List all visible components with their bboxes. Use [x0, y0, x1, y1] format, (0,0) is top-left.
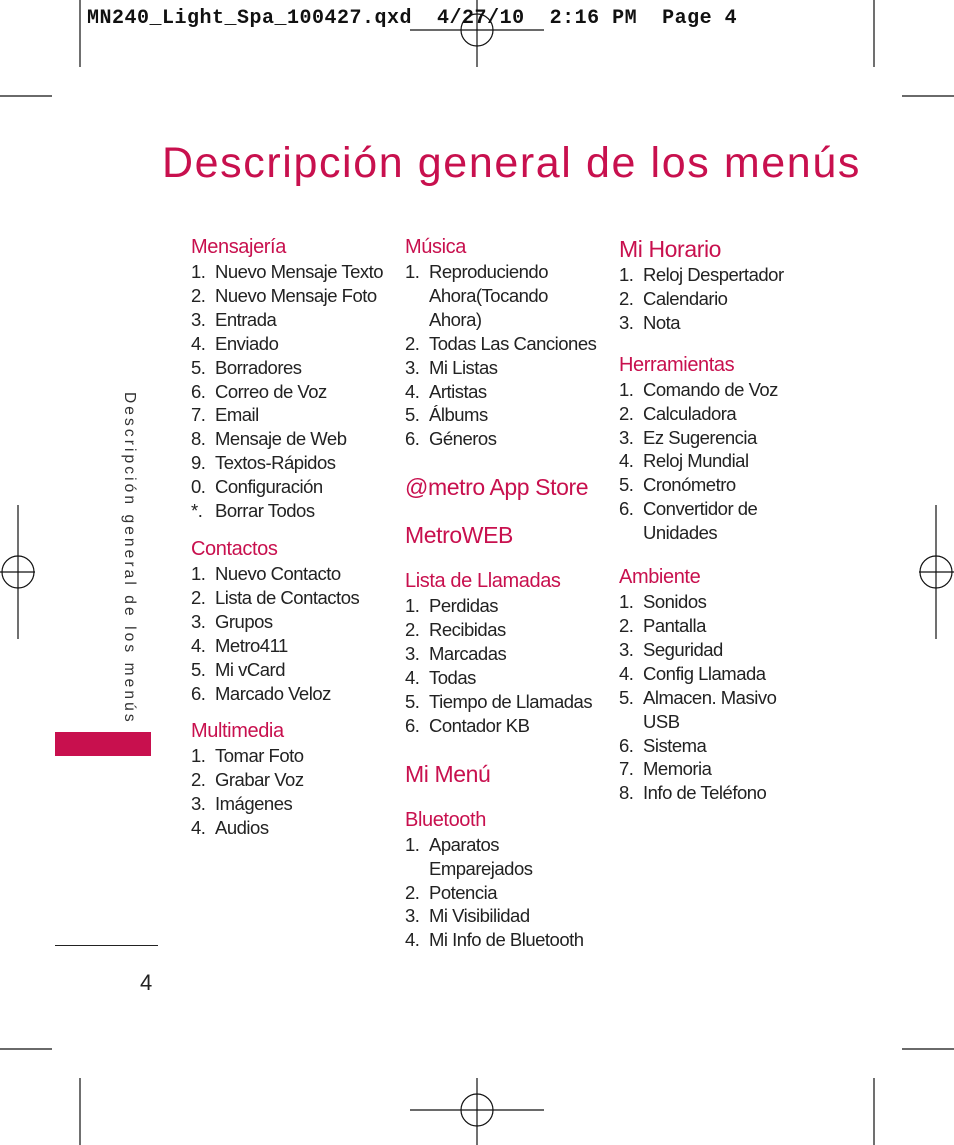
item-label: Artistas — [429, 380, 487, 402]
menu-column-3 — [619, 235, 839, 819]
item-number: 2. — [191, 586, 206, 608]
menu-list — [405, 594, 610, 737]
item-number: 2. — [619, 402, 634, 424]
registration-mark-bottom — [410, 1078, 544, 1145]
item-number: 4. — [619, 450, 634, 472]
item-label: Nuevo Contacto — [215, 562, 341, 584]
section-heading: Música — [405, 236, 466, 258]
list-item — [405, 403, 610, 427]
menu-section — [191, 537, 396, 705]
item-number: 6. — [191, 682, 206, 704]
item-number: 3. — [619, 426, 634, 448]
item-label: Email — [215, 404, 259, 426]
item-label: Potencia — [429, 881, 497, 903]
menu-section — [405, 473, 610, 501]
item-number: 7. — [191, 404, 206, 426]
menu-list — [405, 260, 610, 451]
item-number: 4. — [191, 634, 206, 656]
list-item — [191, 768, 396, 792]
list-item — [191, 586, 396, 610]
list-item — [619, 662, 839, 686]
menu-column-2 — [405, 235, 610, 966]
item-number: 3. — [619, 638, 634, 660]
item-label: Grabar Voz — [215, 769, 304, 791]
menu-list — [191, 744, 396, 840]
item-label: Contador KB — [429, 714, 530, 736]
item-label: Lista de Contactos — [215, 586, 360, 608]
list-item — [619, 757, 839, 781]
item-label: Calculadora — [643, 402, 737, 424]
list-item — [191, 682, 396, 706]
list-item — [405, 904, 610, 928]
list-item — [619, 590, 839, 614]
item-label: Info de Teléfono — [643, 782, 767, 804]
item-number: 3. — [191, 308, 206, 330]
list-item — [405, 833, 610, 881]
item-number: 4. — [405, 929, 420, 951]
item-number: 4. — [191, 332, 206, 354]
section-heading: Contactos — [191, 537, 278, 560]
list-item — [191, 475, 396, 499]
item-label: Memoria — [643, 758, 712, 780]
menu-list — [191, 260, 396, 523]
menu-section — [405, 569, 610, 737]
item-label: Reloj Mundial — [643, 450, 749, 472]
item-number: 3. — [619, 311, 634, 333]
list-item — [191, 562, 396, 586]
item-number: 3. — [405, 356, 420, 378]
menu-section — [619, 235, 839, 335]
item-label: Nota — [643, 311, 681, 333]
list-item — [191, 380, 396, 404]
item-number: 2. — [191, 769, 206, 791]
list-item — [191, 816, 396, 840]
item-label: Textos-Rápidos — [215, 452, 336, 474]
item-number: 1. — [619, 591, 634, 613]
page-number: 4 — [140, 970, 153, 995]
list-item — [191, 499, 396, 523]
item-number: 8. — [191, 428, 206, 450]
item-label: Config Llamada — [643, 662, 766, 684]
item-number: 2. — [619, 287, 634, 309]
list-item — [619, 734, 839, 758]
item-number: 5. — [405, 404, 420, 426]
menu-list — [619, 378, 839, 545]
page-title: Descripción general de los menús — [162, 139, 861, 187]
item-number: 1. — [619, 264, 634, 285]
item-number: 1. — [405, 833, 420, 855]
list-item — [405, 881, 610, 905]
item-number: 3. — [191, 793, 206, 815]
side-tab-bar — [55, 732, 151, 756]
list-item — [619, 781, 839, 805]
item-number: 1. — [191, 261, 206, 282]
list-item — [191, 260, 396, 284]
item-label: Audios — [215, 817, 269, 839]
side-tab-label: Descripción general de los menús — [121, 392, 138, 725]
item-label: Nuevo Mensaje Texto — [215, 261, 384, 282]
registration-mark-left — [0, 505, 35, 639]
item-label: Reproduciendo Ahora(Tocando Ahora) — [429, 261, 548, 330]
item-label: Correo de Voz — [215, 380, 327, 402]
item-number: 4. — [405, 666, 420, 688]
item-label: Ez Sugerencia — [643, 426, 757, 448]
item-number: 4. — [619, 662, 634, 684]
menu-section — [619, 353, 839, 545]
item-number: 6. — [405, 428, 420, 450]
list-item — [191, 634, 396, 658]
list-item — [191, 744, 396, 768]
section-heading: Mensajería — [191, 236, 286, 258]
item-label: Perdidas — [429, 595, 499, 617]
menu-section — [619, 565, 839, 805]
list-item — [405, 594, 610, 618]
item-label: Mi Listas — [429, 356, 498, 378]
list-item — [405, 690, 610, 714]
item-label: Borrar Todos — [215, 500, 315, 522]
item-number: 7. — [619, 758, 634, 780]
list-item — [619, 263, 839, 287]
item-label: Imágenes — [215, 793, 293, 815]
list-item — [619, 497, 839, 545]
item-number: 3. — [405, 643, 420, 665]
list-item — [191, 284, 396, 308]
item-label: Enviado — [215, 332, 279, 354]
item-number: 5. — [405, 690, 420, 712]
item-label: Borradores — [215, 356, 302, 378]
item-number: 5. — [191, 658, 206, 680]
list-item — [405, 642, 610, 666]
item-number: 1. — [405, 595, 420, 617]
item-number: 1. — [405, 261, 420, 282]
item-number: 6. — [619, 734, 634, 756]
item-number: 6. — [191, 380, 206, 402]
item-number: 2. — [405, 619, 420, 641]
list-item — [191, 332, 396, 356]
list-item — [405, 714, 610, 738]
menu-section — [405, 235, 610, 451]
item-label: Comando de Voz — [643, 378, 778, 400]
list-item — [619, 686, 839, 734]
item-number: 3. — [191, 610, 206, 632]
list-item — [619, 378, 839, 402]
item-number: 1. — [191, 745, 206, 767]
item-label: Tomar Foto — [215, 745, 304, 767]
item-label: Convertidor de Unidades — [643, 498, 758, 544]
list-item — [619, 614, 839, 638]
section-heading: Bluetooth — [405, 808, 486, 831]
list-item — [405, 928, 610, 952]
list-item — [405, 356, 610, 380]
menu-list — [191, 562, 396, 705]
item-number: 2. — [405, 332, 420, 354]
item-number: 4. — [191, 817, 206, 839]
list-item — [191, 356, 396, 380]
item-number: 8. — [619, 782, 634, 804]
item-label: Recibidas — [429, 619, 506, 641]
item-label: Reloj Despertador — [643, 264, 784, 285]
item-label: Cronómetro — [643, 474, 736, 496]
item-label: Mi Info de Bluetooth — [429, 929, 584, 951]
item-number: 1. — [619, 378, 634, 400]
list-item — [619, 426, 839, 450]
item-number: *. — [191, 500, 203, 522]
menu-list — [619, 590, 839, 805]
list-item — [405, 427, 610, 451]
item-label: Grupos — [215, 610, 273, 632]
list-item — [619, 449, 839, 473]
item-label: Todas Las Canciones — [429, 332, 597, 354]
list-item — [191, 427, 396, 451]
list-item — [619, 402, 839, 426]
section-heading: Mi Horario — [619, 236, 722, 262]
item-label: Configuración — [215, 476, 323, 498]
item-number: 6. — [405, 714, 420, 736]
list-item — [191, 403, 396, 427]
list-item — [191, 451, 396, 475]
section-heading: Mi Menú — [405, 760, 491, 787]
section-heading: Ambiente — [619, 566, 701, 589]
item-number: 5. — [191, 356, 206, 378]
list-item — [619, 287, 839, 311]
menu-section — [191, 719, 396, 840]
item-label: Mi Visibilidad — [429, 905, 530, 927]
menu-section — [405, 808, 610, 953]
item-number: 2. — [191, 284, 206, 306]
item-number: 5. — [619, 474, 634, 496]
menu-section — [405, 760, 610, 788]
section-heading: @metro App Store — [405, 474, 589, 501]
item-number: 6. — [619, 498, 634, 520]
menu-section — [405, 521, 610, 549]
item-label: Metro411 — [215, 634, 288, 656]
item-number: 2. — [619, 614, 634, 636]
list-item — [191, 308, 396, 332]
list-item — [405, 618, 610, 642]
item-label: Sistema — [643, 734, 707, 756]
list-item — [405, 332, 610, 356]
menu-column-1 — [191, 235, 396, 854]
item-label: Nuevo Mensaje Foto — [215, 284, 377, 306]
section-heading: MetroWEB — [405, 522, 513, 549]
section-heading: Herramientas — [619, 353, 735, 376]
item-number: 3. — [405, 905, 420, 927]
item-number: 9. — [191, 452, 206, 474]
item-label: Mensaje de Web — [215, 428, 347, 450]
item-label: Seguridad — [643, 638, 723, 660]
list-item — [405, 260, 610, 332]
item-label: Marcadas — [429, 643, 507, 665]
item-label: Sonidos — [643, 591, 707, 613]
item-label: Géneros — [429, 428, 497, 450]
list-item — [619, 473, 839, 497]
item-label: Aparatos Emparejados — [429, 833, 533, 879]
item-label: Tiempo de Llamadas — [429, 690, 593, 712]
print-slug: MN240_Light_Spa_100427.qxd 4/27/10 2:16 PM Page 4 — [87, 7, 738, 30]
list-item — [405, 666, 610, 690]
menu-list — [619, 263, 839, 335]
item-number: 4. — [405, 380, 420, 402]
item-number: 2. — [405, 881, 420, 903]
list-item — [619, 311, 839, 335]
menu-list — [405, 833, 610, 953]
item-label: Todas — [429, 666, 476, 688]
item-label: Almacen. Masivo USB — [643, 686, 777, 732]
registration-mark-right — [919, 505, 954, 639]
item-label: Mi vCard — [215, 658, 286, 680]
item-number: 5. — [619, 686, 634, 708]
item-label: Calendario — [643, 287, 728, 309]
list-item — [191, 610, 396, 634]
list-item — [619, 638, 839, 662]
list-item — [405, 380, 610, 404]
list-item — [191, 792, 396, 816]
list-item — [191, 658, 396, 682]
section-heading: Multimedia — [191, 720, 284, 743]
item-number: 1. — [191, 562, 206, 584]
item-label: Entrada — [215, 308, 277, 330]
item-label: Álbums — [429, 404, 488, 426]
item-label: Marcado Veloz — [215, 682, 331, 704]
item-label: Pantalla — [643, 614, 706, 636]
footer-rule — [55, 945, 158, 946]
menu-section — [191, 235, 396, 523]
section-heading: Lista de Llamadas — [405, 570, 561, 593]
item-number: 0. — [191, 476, 206, 498]
